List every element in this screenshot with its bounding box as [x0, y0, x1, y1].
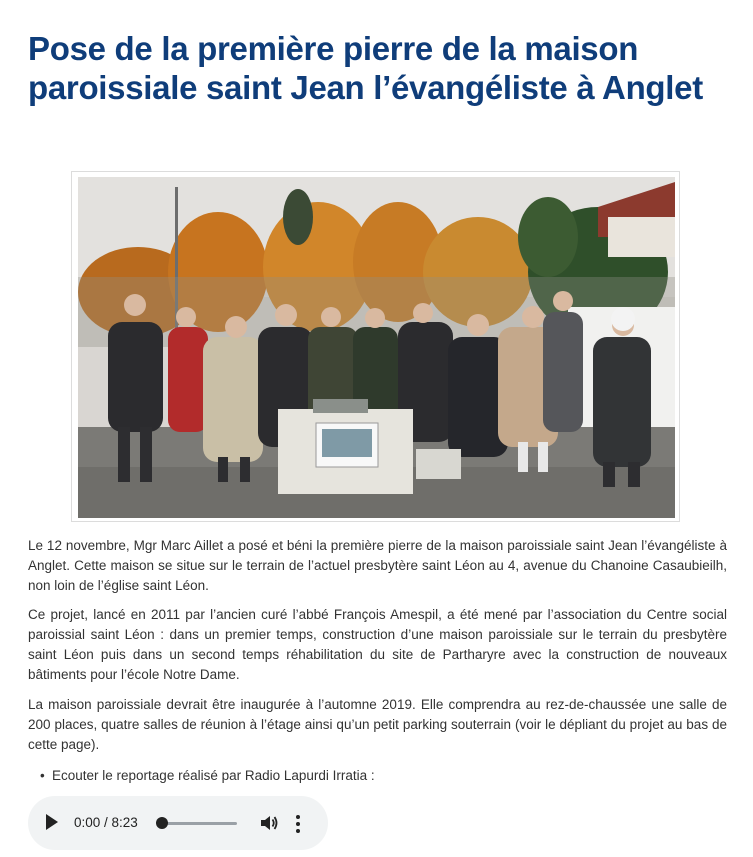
list-item: • Ecouter le reportage réalisé par Radio Lapurdi Irratia :	[52, 766, 375, 786]
paragraph-1: Le 12 novembre, Mgr Marc Aillet a posé et béni la première pierre de la maison paroissiale saint Jean l’évangéliste à Anglet. Cette maison se situe sur le terrain de l’actuel presbytère saint Léon au 4, avenue du Chanoine Casaubieilh, non loin de l’église saint Léon.	[28, 538, 727, 593]
play-icon[interactable]	[46, 814, 58, 830]
audio-player[interactable]	[28, 796, 328, 850]
volume-icon[interactable]	[259, 813, 279, 833]
page-title: Pose de la première pierre de la maison paroissiale saint Jean l’évangéliste à Anglet	[28, 30, 703, 106]
group-photo	[78, 177, 675, 518]
bullet-list	[52, 766, 375, 786]
paragraph-2: Ce projet, lancé en 2011 par l’ancien curé l’abbé François Amespil, a été mené par l’association du Centre social paroissial saint Léon : dans un premier temps, construction d’une maison paroissiale sur le terrain du presbytère saint Léon puis dans un second temps réhabilitation du site de Partharyre avec la construction de nouveaux bâtiments pour l’école Notre Dame.	[28, 607, 727, 682]
more-options-icon[interactable]	[294, 812, 302, 834]
progress-thumb[interactable]	[156, 817, 168, 829]
progress-track[interactable]	[161, 822, 237, 825]
paragraph-3: La maison paroissiale devrait être inaugurée à l’automne 2019. Elle comprendra au rez-de-chaussée une salle de 200 places, quatre salles de réunion à l’étage ainsi qu’un petit parking souterrain (voir le dépliant du projet au bas de cette page).	[28, 697, 727, 752]
photo-frame	[71, 171, 680, 522]
time-display: 0:00 / 8:23	[74, 815, 138, 830]
